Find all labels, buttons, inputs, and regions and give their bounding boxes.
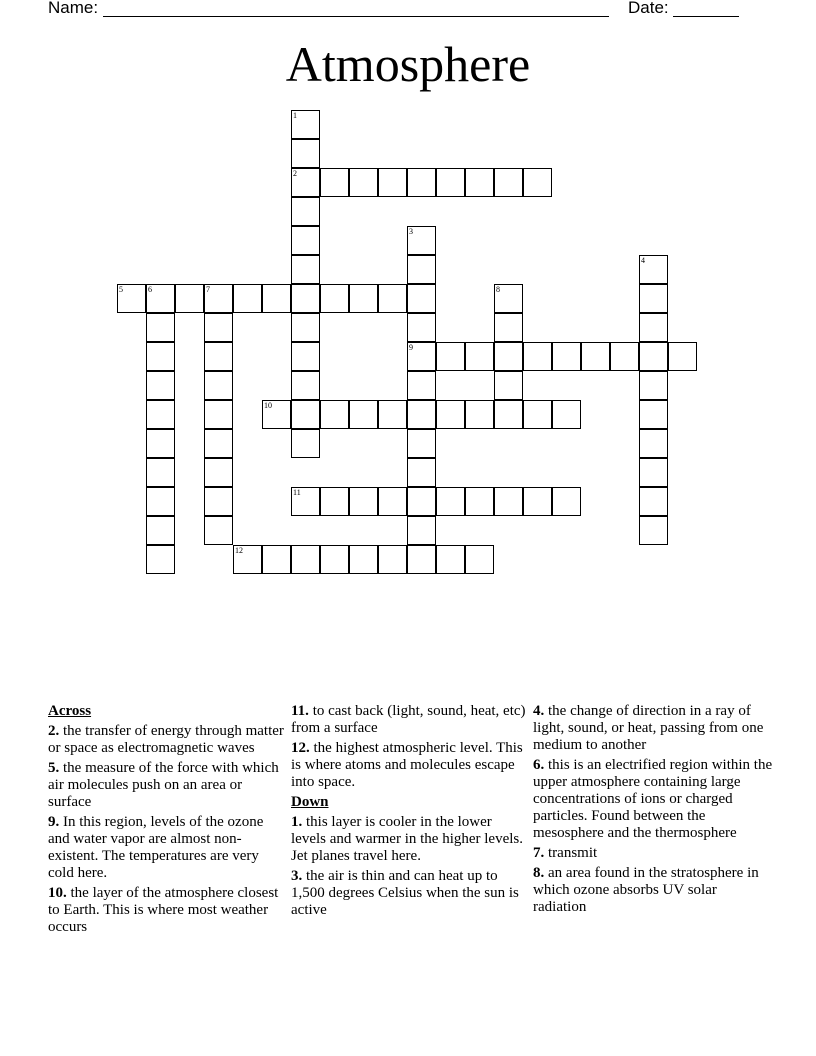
grid-cell[interactable] (494, 313, 523, 342)
clue-number: 4 (641, 256, 645, 265)
grid-cell[interactable] (204, 342, 233, 371)
grid-cell[interactable] (291, 342, 320, 371)
grid-cell[interactable] (146, 545, 175, 574)
grid-cell[interactable] (494, 284, 523, 313)
grid-cell[interactable] (146, 400, 175, 429)
grid-cell[interactable] (291, 197, 320, 226)
grid-cell[interactable] (639, 313, 668, 342)
grid-cell[interactable] (291, 139, 320, 168)
across-clue: 12. the highest atmospheric level. This is where atoms and molecules escape into space. (291, 740, 523, 790)
grid-cell[interactable] (291, 313, 320, 342)
grid-cell[interactable] (291, 400, 320, 429)
grid-cell[interactable] (552, 342, 581, 371)
clue-number: 11 (293, 488, 301, 497)
grid-cell[interactable] (204, 313, 233, 342)
grid-cell[interactable] (523, 168, 552, 197)
grid-cell[interactable] (146, 516, 175, 545)
grid-cell[interactable] (204, 487, 233, 516)
grid-cell[interactable] (407, 313, 436, 342)
grid-cell[interactable] (146, 371, 175, 400)
down-clue: 8. an area found in the stratosphere in which ozone absorbs UV solar radiation (533, 865, 759, 915)
grid-cell[interactable] (291, 255, 320, 284)
across-clue: 5. the measure of the force with which air molecules push on an area or surface (48, 760, 279, 810)
grid-cell[interactable] (639, 458, 668, 487)
grid-cell[interactable] (233, 545, 262, 574)
grid-cell[interactable] (639, 400, 668, 429)
clues-column-2 (291, 703, 527, 922)
grid-cell[interactable] (494, 168, 523, 197)
grid-cell[interactable] (291, 284, 320, 313)
grid-cell[interactable] (436, 168, 465, 197)
grid-cell[interactable] (204, 371, 233, 400)
down-clue: 4. the change of direction in a ray of light, sound, or heat, passing from one medium to another (533, 703, 764, 753)
clue-number: 6 (148, 285, 152, 294)
grid-cell[interactable] (407, 255, 436, 284)
grid-cell[interactable] (639, 516, 668, 545)
clue-number: 12 (235, 546, 243, 555)
grid-cell[interactable] (407, 342, 436, 371)
grid-cell[interactable] (639, 371, 668, 400)
grid-cell[interactable] (146, 313, 175, 342)
grid-cell[interactable] (175, 284, 204, 313)
grid-cell[interactable] (378, 487, 407, 516)
grid-cell[interactable] (262, 284, 291, 313)
grid-cell[interactable] (204, 516, 233, 545)
grid-cell[interactable] (639, 429, 668, 458)
grid-cell[interactable] (291, 545, 320, 574)
clues-column-3 (533, 703, 773, 919)
grid-cell[interactable] (320, 487, 349, 516)
grid-cell[interactable] (204, 284, 233, 313)
grid-cell[interactable] (465, 168, 494, 197)
grid-cell[interactable] (320, 400, 349, 429)
grid-cell[interactable] (639, 342, 668, 371)
grid-cell[interactable] (407, 487, 436, 516)
grid-cell[interactable] (523, 487, 552, 516)
grid-cell[interactable] (291, 168, 320, 197)
grid-cell[interactable] (436, 342, 465, 371)
grid-cell[interactable] (523, 342, 552, 371)
grid-cell[interactable] (407, 168, 436, 197)
grid-cell[interactable] (407, 516, 436, 545)
grid-cell[interactable] (233, 284, 262, 313)
grid-cell[interactable] (320, 545, 349, 574)
grid-cell[interactable] (465, 487, 494, 516)
clue-number: 2 (293, 169, 297, 178)
grid-cell[interactable] (378, 545, 407, 574)
grid-cell[interactable] (494, 400, 523, 429)
clue-number: 10 (264, 401, 272, 410)
clue-number: 1 (293, 111, 297, 120)
down-clue: 1. this layer is cooler in the lower levels and warmer in the higher levels. Jet planes travel here. (291, 814, 524, 864)
grid-cell[interactable] (146, 458, 175, 487)
grid-cell[interactable] (407, 226, 436, 255)
grid-cell[interactable] (146, 284, 175, 313)
grid-cell[interactable] (378, 284, 407, 313)
grid-cell[interactable] (668, 342, 697, 371)
grid-cell[interactable] (552, 400, 581, 429)
grid-cell[interactable] (204, 400, 233, 429)
grid-cell[interactable] (494, 342, 523, 371)
grid-cell[interactable] (204, 458, 233, 487)
down-clue: 7. transmit (533, 845, 598, 861)
grid-cell[interactable] (407, 458, 436, 487)
grid-cell[interactable] (291, 110, 320, 139)
down-clue: 6. this is an electrified region within the upper atmosphere containing large concentrations of ions or charged particles. Found between the mesosphere and the thermosphere (533, 757, 773, 841)
grid-cell[interactable] (146, 429, 175, 458)
grid-cell[interactable] (291, 226, 320, 255)
grid-cell[interactable] (407, 284, 436, 313)
grid-cell[interactable] (407, 400, 436, 429)
grid-cell[interactable] (320, 168, 349, 197)
grid-cell[interactable] (291, 429, 320, 458)
grid-cell[interactable] (494, 487, 523, 516)
across-clue: 2. the transfer of energy through matter or space as electromagnetic waves (48, 723, 284, 756)
page-title: Atmosphere (285, 36, 531, 92)
grid-cell[interactable] (436, 400, 465, 429)
down-clue: 3. the air is thin and can heat up to 1,500 degrees Celsius when the sun is active (291, 868, 519, 918)
across-clue: 11. to cast back (light, sound, heat, etc) from a surface (291, 703, 526, 736)
grid-cell[interactable] (146, 487, 175, 516)
grid-cell[interactable] (291, 371, 320, 400)
grid-cell[interactable] (146, 342, 175, 371)
grid-cell[interactable] (262, 545, 291, 574)
grid-cell[interactable] (349, 400, 378, 429)
grid-cell[interactable] (204, 429, 233, 458)
grid-cell[interactable] (465, 545, 494, 574)
grid-cell[interactable] (320, 284, 349, 313)
across-clue: 9. In this region, levels of the ozone and water vapor are almost non-existent. The temperatures are very cold here. (48, 814, 264, 881)
grid-cell[interactable] (465, 400, 494, 429)
grid-cell[interactable] (407, 429, 436, 458)
grid-cell[interactable] (436, 545, 465, 574)
down-heading: Down (291, 794, 329, 810)
grid-cell[interactable] (639, 255, 668, 284)
grid-cell[interactable] (407, 371, 436, 400)
grid-cell[interactable] (465, 342, 494, 371)
grid-cell[interactable] (552, 487, 581, 516)
grid-cell[interactable] (639, 487, 668, 516)
clue-number: 5 (119, 285, 123, 294)
grid-cell[interactable] (436, 487, 465, 516)
grid-cell[interactable] (349, 168, 378, 197)
grid-cell[interactable] (262, 400, 291, 429)
clues-column-1 (48, 703, 284, 939)
grid-cell[interactable] (407, 545, 436, 574)
grid-cell[interactable] (581, 342, 610, 371)
clue-number: 7 (206, 285, 210, 294)
grid-cell[interactable] (610, 342, 639, 371)
grid-cell[interactable] (117, 284, 146, 313)
grid-cell[interactable] (639, 284, 668, 313)
across-clue: 10. the layer of the atmosphere closest to Earth. This is where most weather occurs (48, 885, 279, 935)
name-label: Name: (48, 0, 99, 17)
grid-cell[interactable] (349, 545, 378, 574)
grid-cell[interactable] (378, 400, 407, 429)
grid-cell[interactable] (523, 400, 552, 429)
grid-cell[interactable] (349, 487, 378, 516)
clue-number: 9 (409, 343, 413, 352)
across-heading: Across (48, 703, 92, 719)
grid-cell[interactable] (378, 168, 407, 197)
date-label: Date: (628, 0, 669, 17)
grid-cell[interactable] (291, 487, 320, 516)
grid-cell[interactable] (494, 371, 523, 400)
clue-number: 8 (496, 285, 500, 294)
grid-cell[interactable] (349, 284, 378, 313)
clue-number: 3 (409, 227, 413, 236)
